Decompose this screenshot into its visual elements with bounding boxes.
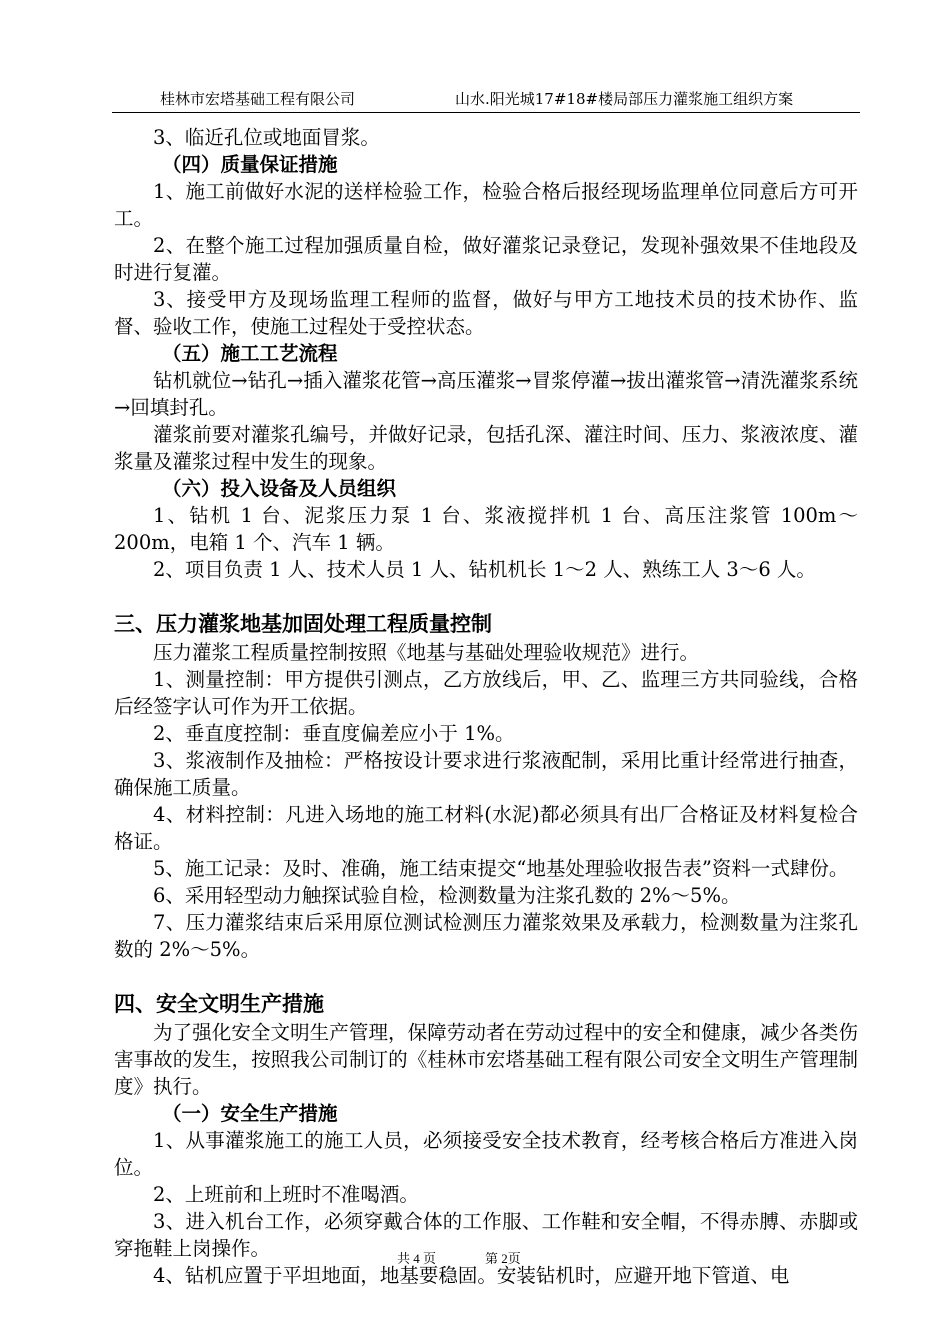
paragraph: 1、测量控制：甲方提供引测点，乙方放线后，甲、乙、监理三方共同验线，合格后经签字认可作为开工依据。	[114, 668, 858, 718]
subheading-process: （五）施工工艺流程	[162, 342, 338, 365]
paragraph: 1、施工前做好水泥的送样检验工作，检验合格后报经现场监理单位同意后方可开工。	[114, 180, 858, 230]
document-body	[114, 124, 858, 1289]
paragraph: 3、浆液制作及抽检：严格按设计要求进行浆液配制，采用比重计经常进行抽查，确保施工质量。	[114, 749, 858, 799]
header-company: 桂林市宏塔基础工程有限公司	[160, 90, 356, 108]
paragraph: 4、材料控制：凡进入场地的施工材料(水泥)都必须具有出厂合格证及材料复检合格证。	[114, 803, 858, 853]
paragraph: 3、临近孔位或地面冒浆。	[153, 126, 380, 149]
paragraph: 3、进入机台工作，必须穿戴合体的工作服、工作鞋和安全帽，不得赤膊、赤脚或穿拖鞋上岗操作。	[114, 1210, 858, 1260]
header-divider	[112, 112, 860, 113]
paragraph: 灌浆前要对灌浆孔编号，并做好记录，包括孔深、灌注时间、压力、浆液浓度、灌浆量及灌浆过程中发生的现象。	[114, 423, 858, 473]
paragraph: 3、接受甲方及现场监理工程师的监督，做好与甲方工地技术员的技术协作、监督、验收工作，使施工过程处于受控状态。	[114, 288, 858, 338]
paragraph: 4、钻机应置于平坦地面，地基要稳固。安装钻机时，应避开地下管道、电	[153, 1264, 790, 1287]
paragraph: 压力灌浆工程质量控制按照《地基与基础处理验收规范》进行。	[153, 641, 700, 664]
paragraph: 1、从事灌浆施工的施工人员，必须接受安全技术教育，经考核合格后方准进入岗位。	[114, 1129, 858, 1179]
subheading-safety-measures: （一）安全生产措施	[162, 1102, 338, 1125]
paragraph: 2、项目负责 1 人、技术人员 1 人、钻机机长 1～2 人、熟练工人 3～6 人。	[153, 558, 816, 581]
paragraph: 为了强化安全文明生产管理，保障劳动者在劳动过程中的安全和健康，减少各类伤害事故的发生，按照我公司制订的《桂林市宏塔基础工程有限公司安全文明生产管理制度》执行。	[114, 1021, 858, 1098]
paragraph: 2、上班前和上班时不准喝酒。	[153, 1183, 419, 1206]
section-heading-safety: 四、安全文明生产措施	[114, 991, 324, 1016]
section-heading-quality-control: 三、压力灌浆地基加固处理工程质量控制	[114, 611, 492, 636]
paragraph: 6、采用轻型动力触探试验自检，检测数量为注浆孔数的 2%～5%。	[153, 884, 741, 907]
paragraph: 5、施工记录：及时、准确，施工结束提交“地基处理验收报告表”资料一式肆份。	[153, 857, 849, 880]
page-header	[160, 88, 870, 112]
current-page: 第 2页	[485, 1251, 521, 1266]
paragraph: 2、在整个施工过程加强质量自检，做好灌浆记录登记，发现补强效果不佳地段及时进行复灌。	[114, 234, 858, 284]
subheading-quality: （四）质量保证措施	[162, 153, 338, 176]
header-project-title: 山水.阳光城17#18#楼局部压力灌浆施工组织方案	[455, 90, 794, 108]
paragraph: 1、钻机 1 台、泥浆压力泵 1 台、浆液搅拌机 1 台、高压注浆管 100m～200m，电箱 1 个、汽车 1 辆。	[114, 504, 858, 554]
paragraph: 2、垂直度控制：垂直度偏差应小于 1%。	[153, 722, 515, 745]
total-pages: 共 4 页	[397, 1251, 437, 1266]
subheading-equipment: （六）投入设备及人员组织	[162, 477, 397, 500]
paragraph: 7、压力灌浆结束后采用原位测试检测压力灌浆效果及承载力，检测数量为注浆孔数的 2%～5%。	[114, 911, 858, 961]
paragraph-flow: 钻机就位→钻孔→插入灌浆花管→高压灌浆→冒浆停灌→拔出灌浆管→清洗灌浆系统→回填封孔。	[114, 369, 858, 419]
